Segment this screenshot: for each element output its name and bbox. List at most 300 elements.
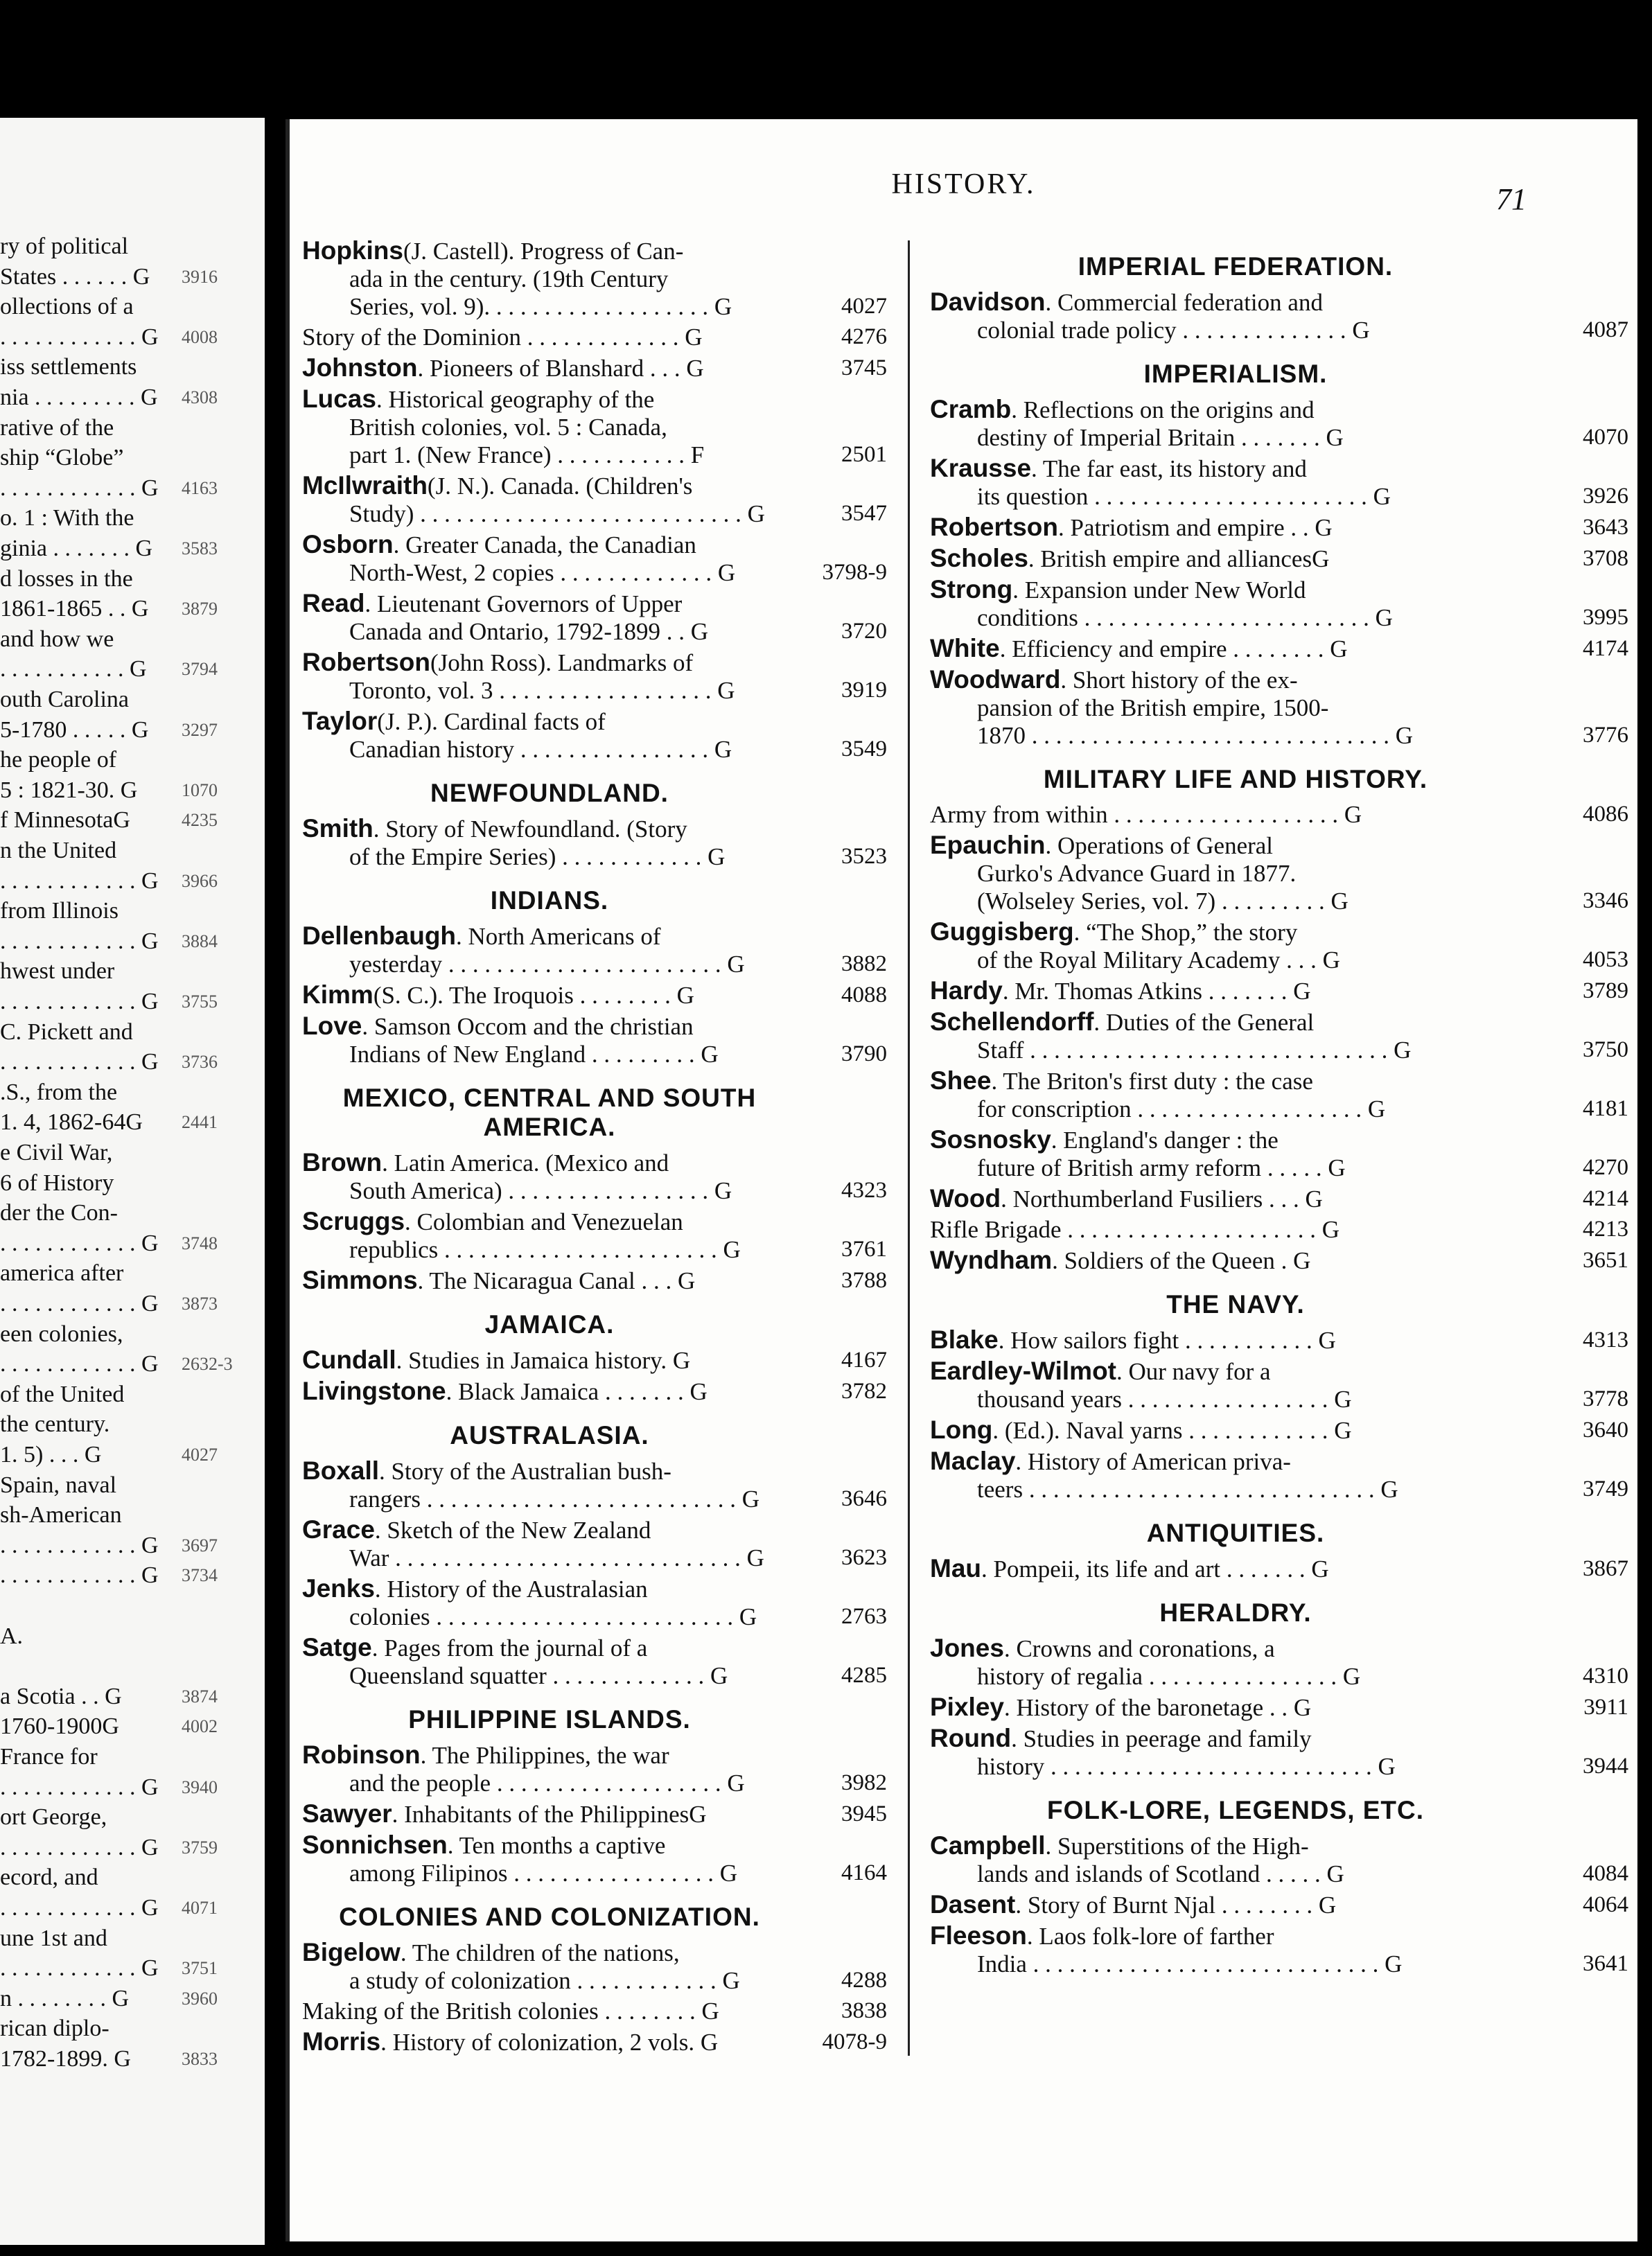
entry-author: Shee bbox=[930, 1066, 992, 1095]
entry-author: Mau bbox=[930, 1554, 981, 1583]
catalog-entry bbox=[290, 649, 899, 705]
entry-author: Dasent bbox=[930, 1890, 1016, 1919]
entry-text: Gurko's Advance Guard in 1877. bbox=[977, 860, 1297, 887]
catalog-entry bbox=[920, 1832, 1641, 1888]
catalog-number: 3882 bbox=[841, 951, 887, 976]
entry-author: Johnston bbox=[302, 353, 418, 382]
section-heading: JAMAICA. bbox=[484, 1310, 615, 1339]
catalog-entry bbox=[920, 1447, 1641, 1504]
entry-text: . The children of the nations, bbox=[400, 1939, 680, 1966]
catalog-entry bbox=[920, 455, 1641, 511]
catalog-entry bbox=[290, 922, 899, 978]
entry-text: . Inhabitants of the PhilippinesG bbox=[392, 1801, 707, 1828]
catalog-entry bbox=[920, 1185, 1641, 1213]
catalog-entry bbox=[290, 1516, 899, 1572]
entry-text: conditions . . . . . . . . . . . . . . . . . . . . . . . . G bbox=[977, 604, 1393, 631]
catalog-entry bbox=[920, 1725, 1641, 1781]
entry-text: thousand years . . . . . . . . . . . . . . . . . G bbox=[977, 1386, 1352, 1413]
entry-text: Toronto, vol. 3 . . . . . . . . . . . . . . . . . . G bbox=[349, 677, 735, 704]
entry-author: Boxall bbox=[302, 1456, 380, 1485]
entry-author: Sosnosky bbox=[930, 1125, 1051, 1154]
entry-author: Wyndham bbox=[930, 1246, 1053, 1274]
entry-line bbox=[302, 1998, 782, 2025]
catalog-number: 4276 bbox=[841, 324, 887, 349]
catalog-entry bbox=[290, 1208, 899, 1264]
catalog-entry bbox=[290, 2028, 899, 2056]
left-page-line: outh Carolina bbox=[0, 687, 130, 712]
left-page-number: 4308 bbox=[182, 387, 218, 407]
left-page-number: 3759 bbox=[182, 1837, 218, 1858]
catalog-entry bbox=[920, 1126, 1641, 1182]
entry-line bbox=[930, 1037, 1523, 1064]
catalog-entry bbox=[290, 354, 899, 382]
entry-text: . History of the baronetage . . G bbox=[1003, 1694, 1312, 1721]
entry-text: . Crowns and coronations, a bbox=[1003, 1635, 1275, 1662]
entry-author: Satge bbox=[302, 1633, 372, 1662]
catalog-entry bbox=[290, 1012, 899, 1068]
entry-author: White bbox=[930, 634, 1000, 662]
left-page-line: ship “Globe” bbox=[0, 445, 124, 471]
entry-line bbox=[302, 385, 782, 414]
entry-text: Staff . . . . . . . . . . . . . . . . . . . . . . . . . . . . . . G bbox=[977, 1037, 1412, 1064]
entry-text: (John Ross). Landmarks of bbox=[430, 649, 694, 676]
catalog-entry bbox=[290, 1831, 899, 1887]
left-page-number: 3833 bbox=[182, 2049, 218, 2069]
entry-line bbox=[930, 513, 1523, 542]
left-page-line: ollections of a bbox=[0, 294, 134, 320]
entry-text: . Patriotism and empire . . G bbox=[1058, 514, 1333, 541]
left-page-line: . . . . . . . . . . . . G bbox=[0, 475, 159, 501]
entry-line bbox=[930, 1663, 1523, 1691]
left-page-line: iss settlements bbox=[0, 354, 137, 380]
catalog-number: 3761 bbox=[841, 1237, 887, 1262]
entry-line bbox=[302, 677, 782, 705]
entry-line bbox=[302, 1041, 782, 1068]
entry-author: Round bbox=[930, 1724, 1012, 1752]
catalog-entry bbox=[290, 1346, 899, 1375]
entry-author: Wood bbox=[930, 1184, 1001, 1213]
entry-text: lands and islands of Scotland . . . . . G bbox=[977, 1860, 1344, 1887]
entry-author: Livingstone bbox=[302, 1377, 446, 1405]
catalog-number: 4167 bbox=[841, 1348, 887, 1373]
entry-text: history . . . . . . . . . . . . . . . . . . . . . . . . . . . G bbox=[977, 1753, 1396, 1780]
entry-author: Kimm bbox=[302, 980, 374, 1009]
left-page-line: . . . . . . . . . . . . G bbox=[0, 1532, 159, 1558]
entry-author: Hopkins bbox=[302, 236, 403, 265]
catalog-number: 3867 bbox=[1583, 1556, 1628, 1581]
catalog-number: 3982 bbox=[841, 1770, 887, 1795]
entry-text: (J. Castell). Progress of Can- bbox=[403, 238, 684, 265]
entry-line bbox=[302, 1634, 782, 1662]
entry-line bbox=[930, 1634, 1523, 1663]
entry-text: . Lieutenant Governors of Upper bbox=[364, 590, 683, 617]
catalog-number: 2501 bbox=[841, 442, 887, 467]
entry-line bbox=[302, 354, 782, 382]
left-page-number: 3751 bbox=[182, 1958, 218, 1979]
left-page-line: der the Con- bbox=[0, 1200, 118, 1226]
catalog-entry bbox=[920, 1693, 1641, 1722]
catalog-entry bbox=[290, 324, 899, 351]
entry-author: Schellendorff bbox=[930, 1007, 1094, 1036]
entry-line bbox=[302, 1346, 782, 1375]
section-heading: FOLK-LORE, LEGENDS, ETC. bbox=[1046, 1796, 1425, 1824]
catalog-entry bbox=[920, 635, 1641, 663]
section-heading: THE NAVY. bbox=[1166, 1290, 1305, 1319]
running-head: HISTORY. bbox=[891, 168, 1036, 200]
entry-text: British colonies, vol. 5 : Canada, bbox=[349, 414, 667, 441]
entry-text: . Superstitions of the High- bbox=[1045, 1833, 1309, 1860]
left-page-line: ry of political bbox=[0, 233, 129, 259]
entry-line bbox=[302, 815, 782, 843]
entry-line bbox=[930, 317, 1523, 344]
entry-text: . Efficiency and empire . . . . . . . . G bbox=[999, 635, 1348, 662]
left-page-line: ort George, bbox=[0, 1804, 107, 1831]
catalog-number: 4027 bbox=[841, 294, 887, 319]
left-page-line: A. bbox=[0, 1623, 24, 1649]
left-page-line: .S., from the bbox=[0, 1079, 118, 1105]
left-page-number: 1070 bbox=[182, 779, 218, 800]
catalog-entry bbox=[290, 531, 899, 587]
entry-line bbox=[930, 1555, 1523, 1583]
entry-text: . Commercial federation and bbox=[1045, 289, 1323, 316]
left-page-line: . . . . . . . . . . . . G bbox=[0, 1955, 159, 1982]
entry-text: . Latin America. (Mexico and bbox=[382, 1149, 669, 1177]
left-page-line: a Scotia . . G bbox=[0, 1683, 122, 1709]
entry-text: future of British army reform . . . . . G bbox=[977, 1154, 1346, 1181]
entry-line bbox=[302, 1457, 782, 1486]
catalog-number: 4070 bbox=[1583, 425, 1628, 450]
catalog-number: 4213 bbox=[1583, 1217, 1628, 1242]
entry-line bbox=[302, 707, 782, 736]
left-page-number: 3794 bbox=[182, 659, 218, 680]
entry-text: . Sketch of the New Zealand bbox=[374, 1517, 651, 1544]
entry-author: Fleeson bbox=[930, 1921, 1027, 1950]
left-page-line: . . . . . . . . . . . . G bbox=[0, 867, 159, 894]
catalog-number: 4086 bbox=[1583, 802, 1628, 827]
left-page-line: Spain, naval bbox=[0, 1472, 117, 1498]
page bbox=[285, 119, 1637, 2241]
left-page-line: France for bbox=[0, 1744, 98, 1770]
entry-text: . History of the Australasian bbox=[374, 1576, 648, 1603]
catalog-number: 4087 bbox=[1583, 317, 1628, 342]
entry-line bbox=[930, 1922, 1523, 1950]
entry-line bbox=[302, 922, 782, 951]
catalog-number: 2763 bbox=[841, 1604, 887, 1629]
entry-line bbox=[930, 1693, 1523, 1722]
catalog-number: 3995 bbox=[1583, 605, 1628, 630]
entry-author: Love bbox=[302, 1012, 362, 1040]
entry-author: McIlwraith bbox=[302, 471, 428, 500]
entry-author: Grace bbox=[302, 1515, 375, 1544]
section-heading: INDIANS. bbox=[490, 886, 609, 915]
section-heading: PHILIPPINE ISLANDS. bbox=[408, 1705, 691, 1734]
entry-line bbox=[302, 559, 782, 587]
entry-author: Brown bbox=[302, 1148, 383, 1177]
catalog-number: 3720 bbox=[841, 619, 887, 644]
entry-text: for conscription . . . . . . . . . . . . . . . . . . . G bbox=[977, 1095, 1386, 1122]
entry-author: Strong bbox=[930, 575, 1013, 603]
entry-line bbox=[930, 1476, 1523, 1504]
entry-line bbox=[930, 860, 1523, 888]
catalog-number: 4064 bbox=[1583, 1892, 1628, 1917]
entry-text: . Colombian and Venezuelan bbox=[405, 1208, 683, 1235]
catalog-number: 3549 bbox=[841, 737, 887, 761]
section-heading: NEWFOUNDLAND. bbox=[430, 779, 669, 807]
entry-line bbox=[302, 1575, 782, 1603]
catalog-number: 3926 bbox=[1583, 484, 1628, 509]
left-page-line: sh-American bbox=[0, 1502, 122, 1528]
catalog-number: 4285 bbox=[841, 1663, 887, 1688]
entry-line bbox=[930, 1357, 1523, 1386]
entry-line bbox=[930, 1416, 1523, 1445]
entry-text: . The Briton's first duty : the case bbox=[991, 1068, 1313, 1095]
entry-line bbox=[302, 414, 782, 441]
left-page-line: n . . . . . . . . G bbox=[0, 1985, 130, 2011]
section-heading: MILITARY LIFE AND HISTORY. bbox=[1043, 765, 1428, 793]
entry-author: Lucas bbox=[302, 385, 376, 413]
entry-line bbox=[930, 1950, 1523, 1978]
entry-text: . Story of Burnt Njal . . . . . . . . G bbox=[1015, 1892, 1337, 1919]
left-page-number: 3697 bbox=[182, 1535, 218, 1556]
catalog-entry bbox=[920, 1922, 1641, 1978]
entry-line bbox=[930, 1216, 1523, 1244]
entry-text: . (Ed.). Naval yarns . . . . . . . . . . . . G bbox=[992, 1417, 1352, 1444]
catalog-entry bbox=[290, 237, 899, 321]
entry-line bbox=[302, 1236, 782, 1264]
entry-line bbox=[930, 1185, 1523, 1213]
entry-text: . Studies in Jamaica history. G bbox=[396, 1347, 691, 1374]
entry-line bbox=[302, 736, 782, 764]
catalog-number: 4078-9 bbox=[822, 2029, 887, 2054]
catalog-number: 3944 bbox=[1583, 1754, 1628, 1779]
entry-text: . Mr. Thomas Atkins . . . . . . . G bbox=[1002, 978, 1311, 1005]
entry-line bbox=[930, 1154, 1523, 1182]
entry-line bbox=[930, 1326, 1523, 1355]
entry-text: War . . . . . . . . . . . . . . . . . . . . . . . . . . . . . G bbox=[349, 1544, 764, 1571]
entry-line bbox=[930, 604, 1523, 632]
left-page-line: . . . . . . . . . . . . G bbox=[0, 1291, 159, 1316]
catalog-entry bbox=[290, 1800, 899, 1828]
left-page-number: 4163 bbox=[182, 477, 218, 498]
left-page-line: . . . . . . . . . . . . G bbox=[0, 1834, 159, 1860]
entry-line bbox=[302, 981, 782, 1010]
catalog-number: 3651 bbox=[1583, 1248, 1628, 1273]
catalog-number: 3776 bbox=[1583, 723, 1628, 748]
entry-author: Read bbox=[302, 589, 365, 617]
entry-author: Campbell bbox=[930, 1831, 1046, 1860]
entry-text: India . . . . . . . . . . . . . . . . . . . . . . . . . . . . . G bbox=[977, 1950, 1403, 1977]
catalog-entry bbox=[920, 801, 1641, 829]
left-page-number: 3916 bbox=[182, 266, 218, 287]
left-page-line: n the United bbox=[0, 838, 117, 863]
catalog-entry bbox=[290, 1149, 899, 1205]
catalog-entry bbox=[920, 1008, 1641, 1064]
entry-line bbox=[930, 666, 1523, 694]
left-page-line: . . . . . . . . . . . . G bbox=[0, 989, 159, 1014]
catalog-number: 3919 bbox=[841, 678, 887, 703]
entry-text: (Wolseley Series, vol. 7) . . . . . . . . . G bbox=[977, 888, 1348, 915]
entry-author: Scholes bbox=[930, 544, 1028, 572]
left-column bbox=[290, 237, 899, 2059]
entry-line bbox=[930, 801, 1523, 829]
entry-text: . Pages from the journal of a bbox=[371, 1634, 648, 1662]
right-column bbox=[920, 237, 1641, 1981]
entry-line bbox=[930, 1832, 1523, 1860]
page-number: 71 bbox=[1496, 182, 1527, 216]
entry-line bbox=[302, 649, 782, 677]
entry-line bbox=[302, 1486, 782, 1513]
left-page-line: . . . . . . . . . . . . G bbox=[0, 1562, 159, 1589]
entry-author: Jones bbox=[930, 1634, 1004, 1662]
entry-author: Epauchin bbox=[930, 831, 1046, 859]
left-page-line: 1. 5) . . . G bbox=[0, 1442, 102, 1468]
catalog-number: 3778 bbox=[1583, 1386, 1628, 1411]
entry-line bbox=[302, 1831, 782, 1860]
entry-line bbox=[302, 531, 782, 559]
entry-line bbox=[302, 2028, 782, 2056]
entry-text: of the Empire Series) . . . . . . . . . . . . G bbox=[349, 843, 726, 870]
entry-text: . Our navy for a bbox=[1116, 1358, 1271, 1385]
entry-line bbox=[302, 1267, 782, 1295]
column-divider bbox=[908, 240, 910, 2056]
entry-line bbox=[930, 545, 1523, 573]
entry-line bbox=[302, 472, 782, 500]
catalog-number: 3911 bbox=[1583, 1695, 1628, 1720]
section-heading: MEXICO, CENTRAL AND SOUTH AMERICA. bbox=[342, 1084, 757, 1141]
entry-text: . British empire and alliancesG bbox=[1028, 545, 1330, 572]
catalog-number: 3745 bbox=[841, 355, 887, 380]
entry-text: . Short history of the ex- bbox=[1060, 667, 1298, 694]
entry-text: colonies . . . . . . . . . . . . . . . . . . . . . . . . . G bbox=[349, 1603, 757, 1630]
catalog-number: 4084 bbox=[1583, 1861, 1628, 1886]
entry-text: North-West, 2 copies . . . . . . . . . . . . . G bbox=[349, 559, 736, 586]
entry-text: its question . . . . . . . . . . . . . . . . . . . . . . . G bbox=[977, 483, 1391, 510]
entry-author: Long bbox=[930, 1416, 993, 1444]
entry-text: (J. N.). Canada. (Children's bbox=[427, 473, 693, 500]
left-page-number: 3583 bbox=[182, 538, 218, 558]
entry-text: . Pioneers of Blanshard . . . G bbox=[417, 355, 704, 382]
entry-text: . Story of the Australian bush- bbox=[379, 1458, 671, 1485]
entry-line bbox=[302, 1662, 782, 1690]
catalog-number: 4310 bbox=[1583, 1664, 1628, 1689]
catalog-entry bbox=[290, 472, 899, 528]
entry-text: colonial trade policy . . . . . . . . . . . . . . G bbox=[977, 317, 1370, 344]
entry-line bbox=[930, 694, 1523, 722]
entry-line bbox=[930, 1126, 1523, 1154]
catalog-entry bbox=[920, 576, 1641, 632]
entry-text: Canada and Ontario, 1792-1899 . . G bbox=[349, 618, 709, 645]
entry-line bbox=[302, 1800, 782, 1828]
entry-line bbox=[302, 293, 782, 321]
entry-author: Robertson bbox=[302, 648, 430, 676]
left-page-number: 4008 bbox=[182, 326, 218, 347]
section-heading: AUSTRALASIA. bbox=[450, 1421, 649, 1449]
left-page-line: rative of the bbox=[0, 414, 114, 441]
catalog-entry bbox=[920, 1357, 1641, 1413]
entry-author: Dellenbaugh bbox=[302, 922, 457, 950]
entry-line bbox=[930, 722, 1523, 750]
entry-line bbox=[930, 396, 1523, 424]
entry-line bbox=[302, 500, 782, 528]
entry-text: (S. C.). The Iroquois . . . . . . . . G bbox=[373, 982, 694, 1009]
entry-line bbox=[302, 1208, 782, 1236]
entry-line bbox=[930, 1386, 1523, 1413]
entry-line bbox=[302, 1377, 782, 1406]
catalog-number: 3790 bbox=[841, 1041, 887, 1066]
left-page-number: 3884 bbox=[182, 931, 218, 951]
left-page-line: hwest under bbox=[0, 958, 115, 985]
left-page-line: of the United bbox=[0, 1381, 125, 1407]
catalog-entry bbox=[920, 1416, 1641, 1445]
entry-text: . Story of Newfoundland. (Story bbox=[373, 816, 687, 843]
entry-text: Queensland squatter . . . . . . . . . . . . . G bbox=[349, 1662, 728, 1689]
left-page-line: 1760-1900G bbox=[0, 1713, 119, 1740]
entry-text: pansion of the British empire, 1500- bbox=[977, 694, 1329, 721]
catalog-number: 4323 bbox=[841, 1178, 887, 1203]
catalog-entry bbox=[920, 1634, 1641, 1691]
entry-line bbox=[930, 1753, 1523, 1781]
left-page-fragment bbox=[0, 118, 265, 2245]
entry-text: . North Americans of bbox=[456, 923, 661, 950]
entry-text: . History of colonization, 2 vols. G bbox=[380, 2029, 719, 2056]
catalog-entry bbox=[290, 385, 899, 469]
entry-line bbox=[930, 1067, 1523, 1095]
entry-text: . Studies in peerage and family bbox=[1011, 1725, 1312, 1752]
left-page-line: . . . . . . . . . . . . G bbox=[0, 324, 159, 350]
entry-line bbox=[930, 483, 1523, 511]
entry-text: . Laos folk-lore of farther bbox=[1026, 1923, 1274, 1950]
catalog-entry bbox=[920, 1246, 1641, 1275]
catalog-number: 4313 bbox=[1583, 1328, 1628, 1352]
left-page-line: ginia . . . . . . . G bbox=[0, 536, 153, 561]
left-page-number: 4235 bbox=[182, 810, 218, 831]
entry-author: Taylor bbox=[302, 707, 378, 735]
entry-text: Story of the Dominion . . . . . . . . . . . . . G bbox=[302, 324, 703, 351]
entry-line bbox=[302, 951, 782, 978]
entry-text: . Northumberland Fusiliers . . . G bbox=[1001, 1186, 1323, 1213]
left-page-line: e Civil War, bbox=[0, 1140, 113, 1165]
entry-line bbox=[302, 237, 782, 265]
entry-line bbox=[930, 1725, 1523, 1753]
entry-line bbox=[930, 288, 1523, 317]
entry-author: Morris bbox=[302, 2027, 381, 2056]
left-page-line: . . . . . . . . . . . . G bbox=[0, 1895, 159, 1921]
catalog-number: 3945 bbox=[841, 1801, 887, 1826]
left-page-line: . . . . . . . . . . . . G bbox=[0, 1049, 159, 1075]
left-page-line: C. Pickett and bbox=[0, 1019, 133, 1045]
catalog-number: 3646 bbox=[841, 1486, 887, 1511]
entry-text: yesterday . . . . . . . . . . . . . . . . . . . . . . . G bbox=[349, 951, 745, 978]
entry-text: South America) . . . . . . . . . . . . . . . . . G bbox=[349, 1177, 732, 1204]
entry-text: . Samson Occom and the christian bbox=[362, 1013, 694, 1040]
entry-author: Pixley bbox=[930, 1693, 1004, 1721]
entry-author: Smith bbox=[302, 814, 374, 843]
left-page-line: een colonies, bbox=[0, 1321, 123, 1347]
left-page-line: 6 of History bbox=[0, 1170, 114, 1196]
entry-line bbox=[930, 455, 1523, 483]
entry-text: a study of colonization . . . . . . . . . . . . G bbox=[349, 1967, 740, 1994]
entry-line bbox=[302, 1741, 782, 1770]
left-page-line: une 1st and bbox=[0, 1925, 107, 1951]
entry-text: among Filipinos . . . . . . . . . . . . . . . . . G bbox=[349, 1860, 738, 1887]
entry-text: Canadian history . . . . . . . . . . . . . . . . G bbox=[349, 736, 732, 763]
left-page-line: . . . . . . . . . . . . G bbox=[0, 928, 159, 954]
entry-author: Simmons bbox=[302, 1266, 418, 1294]
catalog-number: 3708 bbox=[1583, 546, 1628, 571]
section-heading: IMPERIAL FEDERATION. bbox=[1078, 252, 1394, 281]
catalog-number: 3643 bbox=[1583, 515, 1628, 540]
entry-author: Eardley-Wilmot bbox=[930, 1357, 1116, 1385]
